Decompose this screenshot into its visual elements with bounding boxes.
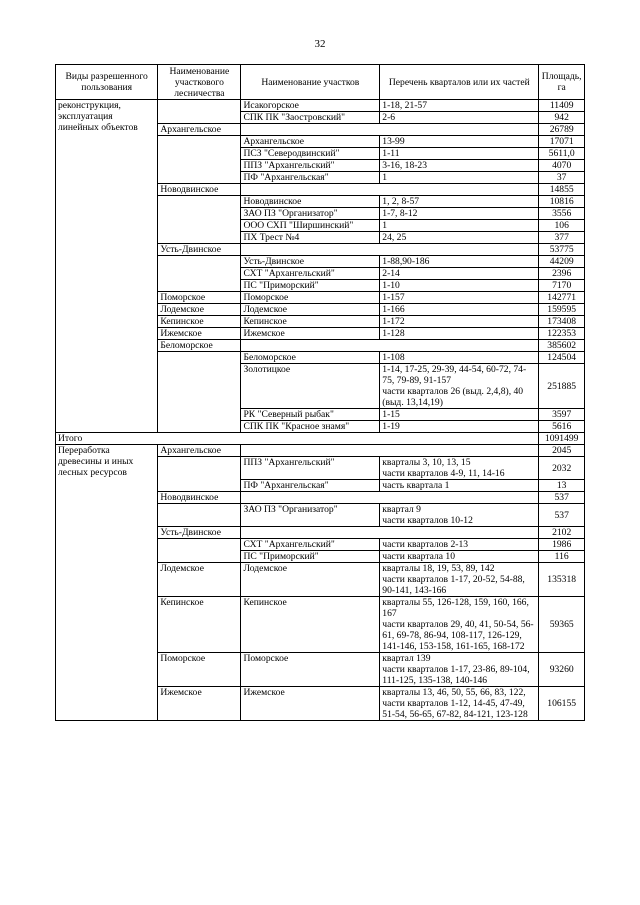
table-body — [56, 100, 585, 721]
area-cell: 2032 — [539, 457, 585, 480]
area-cell: 3556 — [539, 208, 585, 220]
area-cell: 173408 — [539, 316, 585, 328]
area-cell: 106 — [539, 220, 585, 232]
plot-name-cell — [241, 244, 539, 256]
area-cell: 537 — [539, 492, 585, 504]
plot-name-cell: ЗАО ПЗ "Организатор" — [241, 504, 380, 527]
area-cell: 44209 — [539, 256, 585, 268]
forestry-cell — [158, 352, 241, 433]
header-quarters: Перечень кварталов или их частей — [380, 65, 539, 100]
forestry-cell — [158, 504, 241, 527]
plot-name-cell — [241, 445, 539, 457]
quarters-cell: 1-157 — [380, 292, 539, 304]
forestry-cell — [158, 457, 241, 492]
area-cell: 3597 — [539, 409, 585, 421]
quarters-cell: 1, 2, 8-57 — [380, 196, 539, 208]
quarters-cell: 1-18, 21-57 — [380, 100, 539, 112]
quarters-cell: 3-16, 18-23 — [380, 160, 539, 172]
forestry-cell: Поморское — [158, 653, 241, 687]
forestry-cell: Новодвинское — [158, 492, 241, 504]
plot-name-cell: Поморское — [241, 292, 380, 304]
usage-type-cell: реконструкция, эксплуатация линейных объектов — [56, 100, 158, 433]
plot-name-cell — [241, 492, 539, 504]
forestry-cell: Кепинское — [158, 316, 241, 328]
plot-name-cell: ПХ Трест №4 — [241, 232, 380, 244]
area-cell: 537 — [539, 504, 585, 527]
plot-name-cell: ПС "Приморский" — [241, 280, 380, 292]
plot-name-cell: Поморское — [241, 653, 380, 687]
plot-name-cell: ППЗ "Архангельский" — [241, 457, 380, 480]
quarters-cell: 1 — [380, 172, 539, 184]
area-cell: 10816 — [539, 196, 585, 208]
header-area: Площадь, га — [539, 65, 585, 100]
quarters-cell: части квартала 10 — [380, 551, 539, 563]
usage-type-cell: Переработка древесины и иных лесных ресурсов — [56, 445, 158, 721]
area-cell: 5616 — [539, 421, 585, 433]
quarters-cell: части кварталов 2-13 — [380, 539, 539, 551]
quarters-cell: часть квартала 1 — [380, 480, 539, 492]
plot-name-cell: СПК ПК "Красное знамя" — [241, 421, 380, 433]
quarters-cell: 1-11 — [380, 148, 539, 160]
plot-name-cell: СХТ "Архангельский" — [241, 268, 380, 280]
table-row — [56, 433, 585, 445]
plot-name-cell: ПФ "Архангельская" — [241, 480, 380, 492]
quarters-cell: 1 — [380, 220, 539, 232]
forestry-cell: Кепинское — [158, 597, 241, 653]
area-cell: 385602 — [539, 340, 585, 352]
quarters-cell: 1-128 — [380, 328, 539, 340]
quarters-cell: 2-14 — [380, 268, 539, 280]
area-cell: 159595 — [539, 304, 585, 316]
plot-name-cell: ППЗ "Архангельский" — [241, 160, 380, 172]
quarters-cell: квартал 9 части кварталов 10-12 — [380, 504, 539, 527]
quarters-cell: 1-172 — [380, 316, 539, 328]
forestry-cell — [158, 539, 241, 563]
area-cell: 122353 — [539, 328, 585, 340]
area-cell: 37 — [539, 172, 585, 184]
quarters-cell: кварталы 55, 126-128, 159, 160, 166, 167 части кварталов 29, 40, 41, 50-54, 56-61, 69-78, 86-94, 108-117, 126-129, 141-146, 153-158, 161-165, 168-172 — [380, 597, 539, 653]
plot-name-cell: Кепинское — [241, 597, 380, 653]
forestry-cell — [158, 196, 241, 244]
page-number: 32 — [314, 38, 326, 50]
quarters-cell: 1-15 — [380, 409, 539, 421]
forestry-cell: Новодвинское — [158, 184, 241, 196]
plot-name-cell: ООО СХП "Ширшинский" — [241, 220, 380, 232]
plot-name-cell: Беломорское — [241, 352, 380, 364]
area-cell: 93260 — [539, 653, 585, 687]
plot-name-cell: ПФ "Архангельская" — [241, 172, 380, 184]
plot-name-cell: Усть-Двинское — [241, 256, 380, 268]
table-row — [56, 445, 585, 457]
area-cell: 13 — [539, 480, 585, 492]
land-use-table — [55, 64, 585, 721]
area-cell: 53775 — [539, 244, 585, 256]
quarters-cell: 1-19 — [380, 421, 539, 433]
forestry-cell: Ижемское — [158, 328, 241, 340]
plot-name-cell: Кепинское — [241, 316, 380, 328]
area-cell: 377 — [539, 232, 585, 244]
plot-name-cell — [241, 184, 539, 196]
area-cell: 59365 — [539, 597, 585, 653]
forestry-cell: Поморское — [158, 292, 241, 304]
area-cell: 142771 — [539, 292, 585, 304]
area-cell: 135318 — [539, 563, 585, 597]
plot-name-cell: Архангельское — [241, 136, 380, 148]
forestry-cell: Лодемское — [158, 304, 241, 316]
area-cell: 7170 — [539, 280, 585, 292]
forestry-cell — [158, 136, 241, 184]
quarters-cell: 24, 25 — [380, 232, 539, 244]
quarters-cell: 1-7, 8-12 — [380, 208, 539, 220]
plot-name-cell: Золотицкое — [241, 364, 380, 409]
area-cell: 251885 — [539, 364, 585, 409]
forestry-cell — [158, 100, 241, 124]
table-row — [56, 100, 585, 112]
quarters-cell: 1-166 — [380, 304, 539, 316]
area-cell: 14855 — [539, 184, 585, 196]
area-cell: 4070 — [539, 160, 585, 172]
plot-name-cell: Новодвинское — [241, 196, 380, 208]
forestry-cell: Беломорское — [158, 340, 241, 352]
area-cell: 1986 — [539, 539, 585, 551]
area-cell: 5611,0 — [539, 148, 585, 160]
area-cell: 2045 — [539, 445, 585, 457]
quarters-cell: 2-6 — [380, 112, 539, 124]
quarters-cell: квартал 139 части кварталов 1-17, 23-86, 89-104, 111-125, 135-138, 140-146 — [380, 653, 539, 687]
quarters-cell: 1-10 — [380, 280, 539, 292]
plot-name-cell: Ижемское — [241, 328, 380, 340]
forestry-cell: Усть-Двинское — [158, 244, 241, 256]
area-cell: 116 — [539, 551, 585, 563]
plot-name-cell: ЗАО ПЗ "Организатор" — [241, 208, 380, 220]
quarters-cell: 13-99 — [380, 136, 539, 148]
plot-name-cell: ПС "Приморский" — [241, 551, 380, 563]
plot-name-cell: Исакогорское — [241, 100, 380, 112]
usage-type-cell: Итого — [56, 433, 539, 445]
quarters-cell: кварталы 18, 19, 53, 89, 142 части кварталов 1-17, 20-52, 54-88, 90-141, 143-166 — [380, 563, 539, 597]
area-cell: 26789 — [539, 124, 585, 136]
header-plot-name: Наименование участков — [241, 65, 380, 100]
header-usage-type: Виды разрешенного пользования — [56, 65, 158, 100]
table-header-row — [56, 65, 585, 100]
plot-name-cell: Лодемское — [241, 304, 380, 316]
plot-name-cell: Лодемское — [241, 563, 380, 597]
forestry-cell: Усть-Двинское — [158, 527, 241, 539]
quarters-cell: 1-88,90-186 — [380, 256, 539, 268]
plot-name-cell: СПК ПК "Заостровский" — [241, 112, 380, 124]
area-cell: 2396 — [539, 268, 585, 280]
quarters-cell: 1-108 — [380, 352, 539, 364]
area-cell: 1091499 — [539, 433, 585, 445]
plot-name-cell: Ижемское — [241, 687, 380, 721]
area-cell: 124504 — [539, 352, 585, 364]
plot-name-cell: ПСЗ "Северодвинский" — [241, 148, 380, 160]
forestry-cell: Архангельское — [158, 124, 241, 136]
area-cell: 2102 — [539, 527, 585, 539]
plot-name-cell: СХТ "Архангельский" — [241, 539, 380, 551]
area-cell: 11409 — [539, 100, 585, 112]
quarters-cell: 1-14, 17-25, 29-39, 44-54, 60-72, 74-75, 79-89, 91-157 части кварталов 26 (выд. 2,4,8), 40 (выд. 13,14,19) — [380, 364, 539, 409]
area-cell: 17071 — [539, 136, 585, 148]
plot-name-cell — [241, 340, 539, 352]
area-cell: 106155 — [539, 687, 585, 721]
quarters-cell: кварталы 13, 46, 50, 55, 66, 83, 122, части кварталов 1-12, 14-45, 47-49, 51-54, 56-65, 67-82, 84-121, 123-128 — [380, 687, 539, 721]
quarters-cell: кварталы 3, 10, 13, 15 части кварталов 4-9, 11, 14-16 — [380, 457, 539, 480]
forestry-cell — [158, 256, 241, 292]
area-cell: 942 — [539, 112, 585, 124]
header-forestry: Наименование участкового лесничества — [158, 65, 241, 100]
plot-name-cell — [241, 124, 539, 136]
plot-name-cell — [241, 527, 539, 539]
plot-name-cell: РК "Северный рыбак" — [241, 409, 380, 421]
forestry-cell: Лодемское — [158, 563, 241, 597]
forestry-cell: Ижемское — [158, 687, 241, 721]
forestry-cell: Архангельское — [158, 445, 241, 457]
